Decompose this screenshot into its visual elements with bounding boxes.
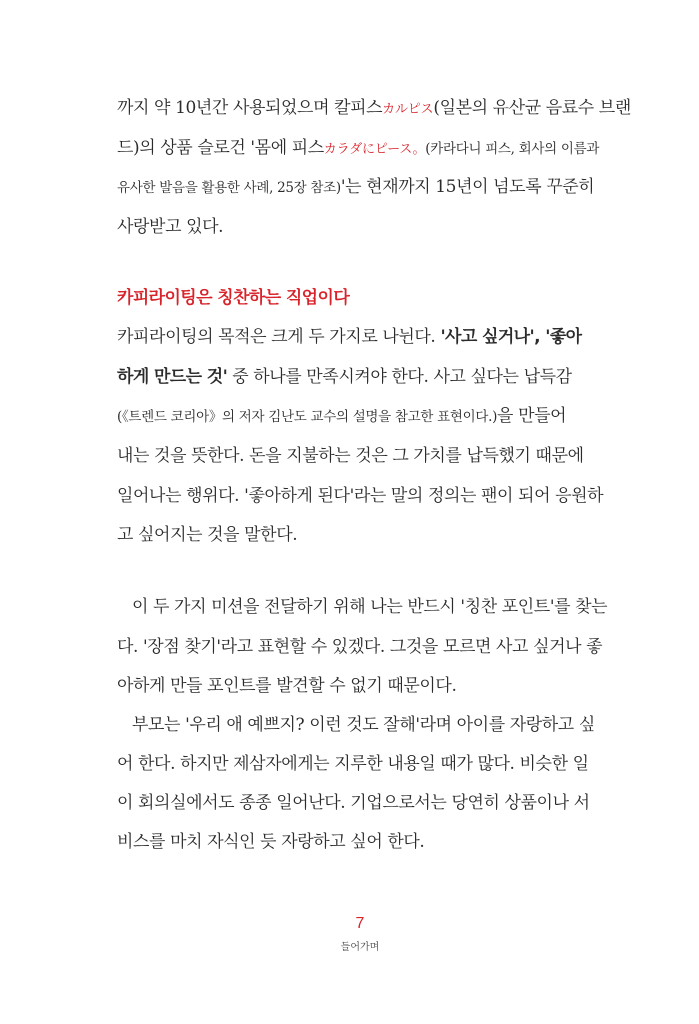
text: 까지 약 10년간 사용되었으며 칼피스 [117, 98, 383, 118]
paragraph-1-line-1 [117, 96, 631, 122]
chapter-title: 들어가며 [340, 942, 380, 953]
paragraph-4-line-3: 이 회의실에서도 종종 일어난다. 기업으로서는 당연히 상품이나 서 [117, 793, 590, 813]
text: 카피라이팅의 목적은 크게 두 가지로 나뉜다. [117, 327, 441, 347]
emphasis-text: 하게 만드는 것' [117, 367, 228, 387]
paragraph-2-line-4: 내는 것을 뜻한다. 돈을 지불하는 것은 그 가치를 납득했기 때문에 [117, 446, 584, 466]
text: 드)의 상품 슬로건 '몸에 피스 [117, 138, 324, 158]
annotation: (《트렌드 코리아》의 저자 김난도 교수의 설명을 참고한 표현이다.) [117, 409, 498, 425]
text: 중 하나를 만족시켜야 한다. 사고 싶다는 납득감 [227, 367, 572, 387]
annotation: 유사한 발음을 활용한 사례, 25장 참조) [117, 180, 341, 196]
japanese-slogan: カラダにピース。 [323, 142, 426, 157]
paragraph-3-line-1: 이 두 가지 미션을 전달하기 위해 나는 반드시 '칭찬 포인트'를 찾는 [132, 597, 608, 617]
paragraph-2-line-1 [117, 325, 582, 349]
paragraph-4-line-1: 부모는 '우리 애 예쁘지? 이런 것도 잘해'라며 아이를 자랑하고 싶 [132, 715, 595, 735]
paragraph-1-line-4: 사랑받고 있다. [117, 217, 224, 237]
text: 을 만들어 [497, 406, 567, 426]
paragraph-3-line-2: 다. '장점 찾기'라고 표현할 수 있겠다. 그것을 모르면 사고 싶거나 좋 [117, 637, 603, 657]
annotation: (카라다니 피스, 회사의 이름과 [425, 141, 600, 157]
paragraph-4-line-4: 비스를 마치 자식인 듯 자랑하고 싶어 한다. [117, 832, 425, 852]
paragraph-2-line-6: 고 싶어지는 것을 말한다. [117, 525, 298, 545]
text: '는 현재까지 15년이 넘도록 꾸준히 [340, 177, 595, 197]
section-heading: 카피라이팅은 칭찬하는 직업이다 [117, 288, 350, 308]
text: (일본의 유산균 음료수 브랜 [433, 98, 631, 118]
paragraph-1-line-3 [117, 175, 594, 200]
paragraph-2-line-3 [117, 404, 566, 429]
paragraph-3-line-3: 아하게 만들 포인트를 발견할 수 없기 때문이다. [117, 676, 457, 696]
emphasis-text: '사고 싶거나', '좋아 [440, 327, 582, 347]
paragraph-2-line-5: 일어나는 행위다. '좋아하게 된다'라는 말의 정의는 팬이 되어 응원하 [117, 486, 604, 506]
page-number: 7 [355, 915, 365, 932]
paragraph-2-line-2 [117, 365, 572, 389]
paragraph-4-line-2: 어 한다. 하지만 제삼자에게는 지루한 내용일 때가 많다. 비슷한 일 [117, 754, 589, 774]
paragraph-1-line-2 [117, 136, 599, 162]
japanese-brand-name: カルピス [382, 102, 434, 117]
